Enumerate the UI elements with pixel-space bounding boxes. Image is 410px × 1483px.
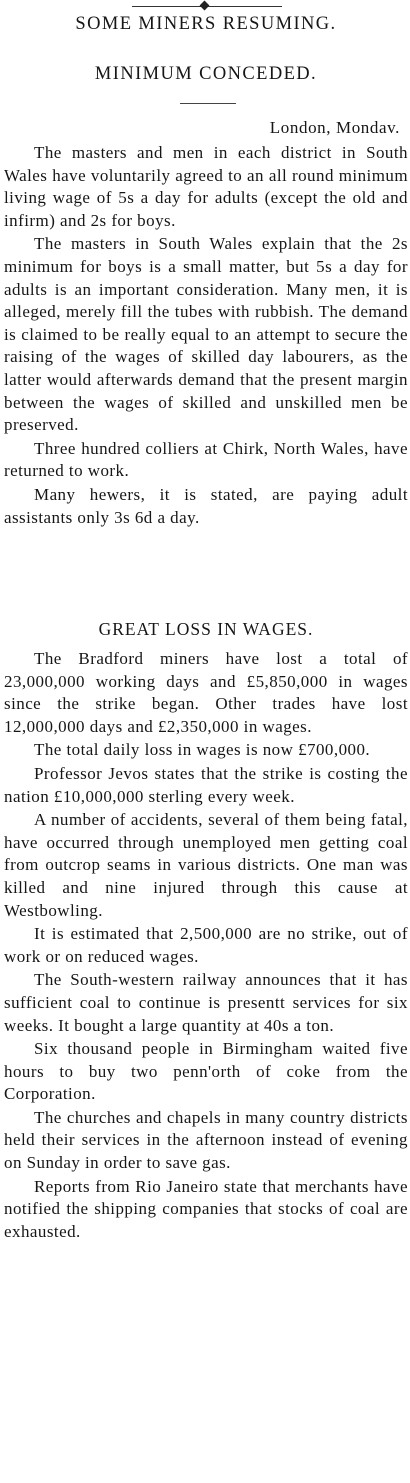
paragraph: The churches and chapels in many country districts held their services in the afternoon instead of evening on Sunday in order to save gas.: [4, 1107, 408, 1173]
paragraph: Many hewers, it is stated, are paying adult assistants only 3s 6d a day.: [4, 484, 408, 527]
paragraph: Professor Jevos states that the strike is costing the nation £10,000,000 sterling every week.: [4, 763, 408, 806]
section-divider: [180, 103, 236, 104]
dateline: London, Mondav.: [269, 118, 400, 137]
headline: SOME MINERS RESUMING.: [75, 14, 337, 34]
subheadline: MINIMUM CONCEDED.: [94, 64, 318, 84]
top-ornament-rule: [132, 6, 282, 7]
paragraph: The masters and men in each district in South Wales have voluntarily agreed to an all round minimum living wage of 5s a day for adults (except the old and infirm) and 2s for boys.: [4, 143, 408, 230]
paragraph: Six thousand people in Birmingham waited five hours to buy two penn'orth of coke from the Corporation.: [4, 1039, 408, 1104]
section-heading: GREAT LOSS IN WAGES.: [98, 619, 314, 639]
article-body-part1: [4, 142, 408, 530]
article-body-part2: [4, 648, 408, 1244]
paragraph: The Bradford miners have lost a total of 23,000,000 working days and £5,850,000 in wages since the strike began. Other trades have lost 12,000,000 days and £2,350,000 in wages.: [4, 649, 408, 736]
paragraph: The masters in South Wales explain that the 2s minimum for boys is a small matter, but 5s a day for adults is an important consideration. Many men, it is alleged, merely fill the tubes with rubbish. The demand is claimed to be really equal to an attempt to secure the raising of the wages of skilled day labourers, as the latter would afterwards demand that the present margin between the wages of skilled and unskilled men be preserved.: [4, 234, 408, 435]
paragraph: The South-western railway announces that it has sufficient coal to continue is presentt services for six weeks. It bought a large quantity at 40s a ton.: [4, 970, 408, 1035]
paragraph: A number of accidents, several of them being fatal, have occurred through unemployed men getting coal from outcrop seams in various districts. One man was killed and nine injured through this cause at Westbowling.: [4, 810, 408, 920]
paragraph: Three hundred colliers at Chirk, North Wales, have returned to work.: [4, 438, 408, 481]
paragraph: Reports from Rio Janeiro state that merchants have notified the shipping companies that stocks of coal are exhausted.: [4, 1176, 408, 1241]
paragraph: The total daily loss in wages is now £700,000.: [34, 740, 371, 760]
diamond-ornament-icon: [200, 1, 210, 11]
paragraph: It is estimated that 2,500,000 are no strike, out of work or on reduced wages.: [4, 924, 408, 966]
